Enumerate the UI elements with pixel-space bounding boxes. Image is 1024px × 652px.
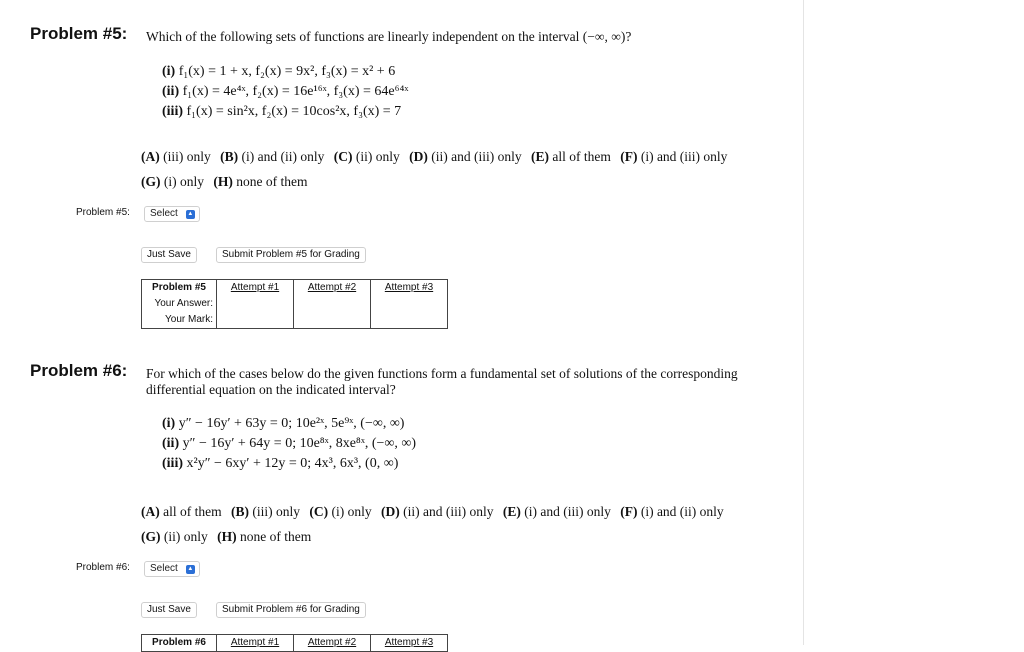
problem-5-choice-c: (C) (ii) only (333, 149, 400, 164)
problem-5-choice-d: (D) (ii) and (iii) only (409, 149, 522, 164)
problem-5-choice-g: (G) (i) only (141, 174, 204, 189)
problem-6-items (162, 414, 416, 474)
problem-5-choice-f: (F) (i) and (iii) only (620, 149, 728, 164)
your-answer-label: Your Answer: (154, 298, 213, 309)
problem-5-item-iii: (iii) f₁(x) = sin²x, f₂(x) = 10cos²x, f₃(x) = 7 (162, 104, 402, 119)
problem-6-choice-d: (D) (ii) and (iii) only (380, 504, 494, 519)
problem-5-table-labels (142, 280, 217, 329)
select-arrows-icon: ▲ (187, 565, 194, 572)
problem-5-table-title: Problem #5 (152, 282, 206, 293)
problem-5-item-ii: (ii) f₁(x) = 4e⁴ˣ, f₂(x) = 16e¹⁶ˣ, f₃(x) = 64e⁶⁴ˣ (162, 84, 409, 99)
problem-5-attempt-2-link[interactable]: Attempt #2 (307, 282, 357, 293)
problem-5-select-label: Problem #5: (76, 207, 130, 218)
problem-6-heading: Problem #6: (30, 361, 128, 380)
problem-6-choices (141, 499, 781, 549)
problem-6-attempt-2-link[interactable]: Attempt #2 (307, 637, 357, 648)
problem-5-choice-e: (E) all of them (530, 149, 611, 164)
problem-6-choice-f: (F) (i) and (ii) only (620, 504, 724, 519)
problem-6-choice-g: (G) (ii) only (141, 529, 208, 544)
select-arrows-icon: ▲ (187, 210, 194, 217)
problem-6-choice-h: (H) none of them (217, 529, 312, 544)
problem-6-select-value: Select (150, 563, 178, 574)
problem-5-choice-h: (H) none of them (213, 174, 308, 189)
problem-6-attempt-1-link[interactable]: Attempt #1 (230, 637, 280, 648)
problem-6-choice-c: (C) (i) only (309, 504, 372, 519)
problem-6-just-save-button[interactable]: Just Save (141, 602, 197, 618)
problem-5-attempt-3-link[interactable]: Attempt #3 (384, 282, 434, 293)
problem-5-attempts-table (141, 279, 448, 329)
problem-6-select-label: Problem #6: (76, 562, 130, 573)
problem-5-question: Which of the following sets of functions are linearly independent on the interval (−∞, ∞)? (146, 29, 632, 44)
problem-5-attempt-3-cell (371, 280, 448, 329)
problem-6-table-labels (142, 635, 217, 652)
problem-6-attempt-3-link[interactable]: Attempt #3 (384, 637, 434, 648)
problem-5-choice-b: (B) (i) and (ii) only (220, 149, 325, 164)
problem-6-attempt-1-cell (217, 635, 294, 652)
problem-5-submit-button[interactable]: Submit Problem #5 for Grading (216, 247, 366, 263)
problem-6-item-ii: (ii) y″ − 16y′ + 64y = 0; 10e⁸ˣ, 8xe⁸ˣ, (−∞, ∞) (162, 436, 417, 451)
problem-6-item-iii: (iii) x²y″ − 6xy′ + 12y = 0; 4x³, 6x³, (0, ∞) (162, 456, 399, 471)
problem-5-select-value: Select (150, 208, 178, 219)
problem-6-attempt-3-cell (371, 635, 448, 652)
problem-6-table-title: Problem #6 (152, 637, 206, 648)
problem-5-just-save-button[interactable]: Just Save (141, 247, 197, 263)
problem-5-choices (141, 144, 781, 194)
problem-6-attempts-table (141, 634, 448, 652)
your-mark-label: Your Mark: (165, 314, 213, 325)
problem-6-choice-b: (B) (iii) only (230, 504, 300, 519)
problem-6-choice-a: (A) all of them (141, 504, 222, 519)
problem-5-attempt-2-cell (294, 280, 371, 329)
problem-5-item-i: (i) f₁(x) = 1 + x, f₂(x) = 9x², f₃(x) = x² + 6 (162, 64, 396, 79)
problem-5-attempt-1-cell (217, 280, 294, 329)
problem-5-answer-select[interactable] (144, 206, 200, 222)
problem-5-items (162, 62, 408, 122)
problem-6-submit-button[interactable]: Submit Problem #6 for Grading (216, 602, 366, 618)
problem-6-attempt-2-cell (294, 635, 371, 652)
problem-5-attempt-1-link[interactable]: Attempt #1 (230, 282, 280, 293)
problem-5-choice-a: (A) (iii) only (141, 149, 211, 164)
problem-6-answer-select[interactable] (144, 561, 200, 577)
problem-6-choice-e: (E) (i) and (iii) only (502, 504, 611, 519)
problem-5-heading: Problem #5: (30, 24, 128, 43)
problem-6-question: For which of the cases below do the given functions form a fundamental set of solutions of the corresponding differential equation on the indicated interval? (146, 366, 738, 397)
problem-6-item-i: (i) y″ − 16y′ + 63y = 0; 10e²ˣ, 5e⁹ˣ, (−∞, ∞) (162, 416, 405, 431)
